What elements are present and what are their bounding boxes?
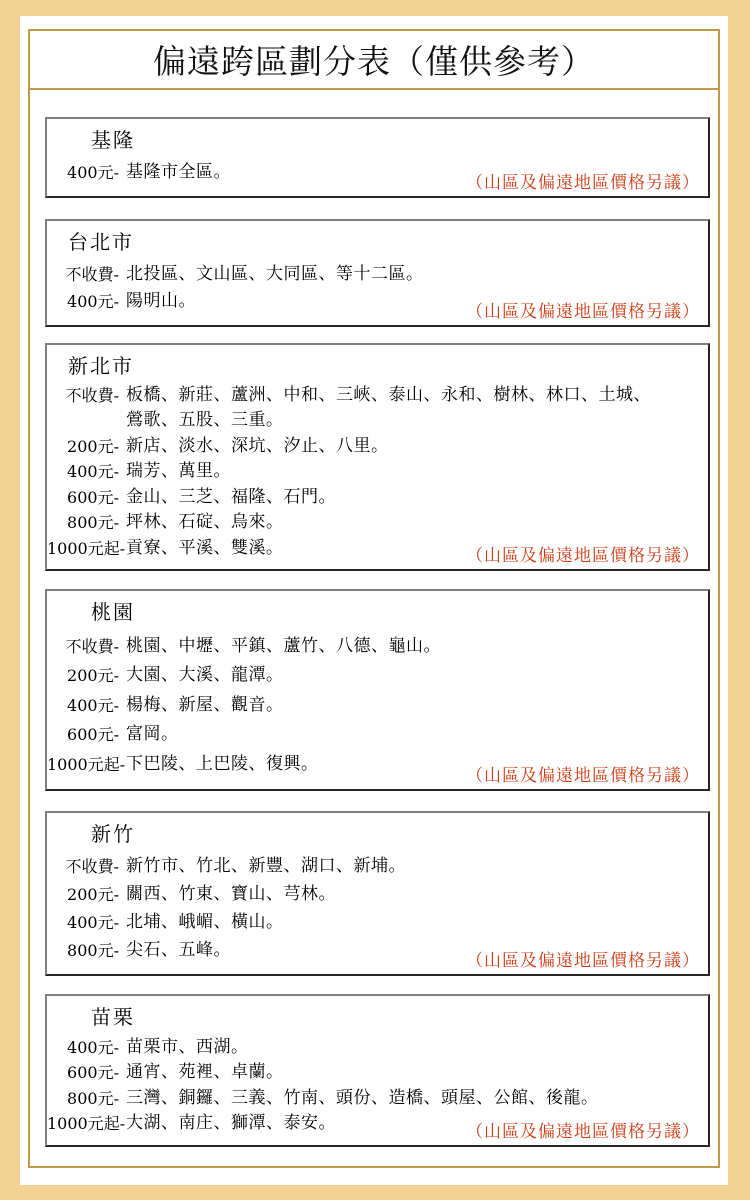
region-list: 金山、三芝、福隆、石門。 xyxy=(126,486,336,507)
remote-note: （山區及偏遠地區價格另議） xyxy=(466,766,700,786)
region-list: 關西、竹東、寶山、芎林。 xyxy=(126,884,336,904)
price-label: 400元- xyxy=(67,695,119,715)
price-label-col xyxy=(47,160,119,185)
price-label-col xyxy=(47,459,119,484)
sections xyxy=(30,117,718,1147)
region-section-box xyxy=(45,589,710,791)
region-list: 北埔、峨嵋、橫山。 xyxy=(126,912,284,932)
section-title: 桃園 xyxy=(91,600,135,624)
price-label-col xyxy=(47,1060,119,1085)
region-list: 瑞芳、萬里。 xyxy=(126,461,231,482)
remote-note: （山區及偏遠地區價格另議） xyxy=(466,1122,700,1142)
price-label-col xyxy=(47,383,119,408)
price-label: 不收費- xyxy=(65,857,119,876)
price-row xyxy=(47,1035,708,1060)
price-label: 不收費- xyxy=(65,264,119,284)
price-label-col xyxy=(47,663,119,688)
price-label: 600元- xyxy=(67,1063,119,1083)
price-label: 800元- xyxy=(67,513,119,533)
price-label: 600元- xyxy=(67,487,119,507)
price-label: 200元- xyxy=(67,885,119,904)
price-label-col xyxy=(47,289,119,314)
price-row xyxy=(47,459,708,484)
price-label-col xyxy=(47,634,119,659)
price-row xyxy=(47,510,708,535)
price-label: 不收費- xyxy=(65,636,119,656)
region-list: 貢寮、平溪、雙溪。 xyxy=(126,537,284,558)
price-row xyxy=(47,485,708,510)
price-label-col xyxy=(47,262,119,287)
region-section-box xyxy=(45,219,710,327)
price-label: 200元- xyxy=(67,666,119,685)
region-list: 坪林、石碇、烏來。 xyxy=(126,512,284,533)
section-title: 新竹 xyxy=(91,822,135,846)
price-row xyxy=(47,383,708,433)
region-list: 楊梅、新屋、觀音。 xyxy=(126,694,284,715)
region-section-box xyxy=(45,994,710,1147)
price-label-col xyxy=(47,910,119,935)
region-list: 桃園、中壢、平鎮、蘆竹、八德、龜山。 xyxy=(126,635,441,656)
region-list: 新竹市、竹北、新豐、湖口、新埔。 xyxy=(126,856,406,876)
region-list: 北投區、文山區、大同區、等十二區。 xyxy=(126,263,424,284)
price-label: 400元- xyxy=(67,462,119,482)
gold-frame xyxy=(28,29,720,1168)
region-list: 苗栗市、西湖。 xyxy=(126,1036,249,1057)
price-label-col xyxy=(47,854,119,879)
region-list: 尖石、五峰。 xyxy=(126,940,231,960)
price-label-col xyxy=(47,434,119,459)
region-list: 通宵、苑裡、卓蘭。 xyxy=(126,1062,284,1083)
price-label-col xyxy=(47,510,119,535)
price-label-col xyxy=(47,485,119,510)
price-row xyxy=(47,262,708,287)
price-row xyxy=(47,634,708,659)
price-row xyxy=(47,663,708,688)
region-section-box xyxy=(45,343,710,571)
price-label-col xyxy=(47,693,119,718)
price-label: 800元- xyxy=(67,941,119,960)
price-row xyxy=(47,882,708,907)
region-list: 大園、大溪、龍潭。 xyxy=(126,665,284,685)
price-label-col xyxy=(47,722,119,747)
price-row xyxy=(47,693,708,718)
price-label-col xyxy=(47,1035,119,1060)
region-list: 基隆市全區。 xyxy=(126,162,231,182)
region-list: 三灣、銅鑼、三義、竹南、頭份、造橋、頭屋、公館、後龍。 xyxy=(126,1087,599,1108)
title-bar xyxy=(30,31,718,90)
price-row xyxy=(47,910,708,935)
price-row xyxy=(47,434,708,459)
page-title: 偏遠跨區劃分表（僅供參考） xyxy=(153,43,595,80)
section-title: 台北市 xyxy=(68,230,134,254)
document-panel xyxy=(20,16,728,1185)
price-label: 400元- xyxy=(67,292,119,312)
region-list: 下巴陵、上巴陵、復興。 xyxy=(126,753,319,774)
price-row xyxy=(47,722,708,747)
price-label-col xyxy=(47,938,119,963)
region-section-box xyxy=(45,117,710,198)
remote-note: （山區及偏遠地區價格另議） xyxy=(466,173,700,193)
price-label: 400元- xyxy=(67,163,119,182)
price-label: 1000元起- xyxy=(47,1114,126,1134)
price-label-col xyxy=(47,536,126,561)
price-label: 不收費- xyxy=(65,386,119,406)
region-list: 大湖、南庄、獅潭、泰安。 xyxy=(126,1113,336,1134)
price-label: 600元- xyxy=(67,725,119,744)
price-label: 1000元起- xyxy=(47,538,126,558)
price-row xyxy=(47,854,708,879)
price-label: 400元- xyxy=(67,1037,119,1057)
region-list: 陽明山。 xyxy=(126,291,196,312)
price-row xyxy=(47,1086,708,1111)
region-list: 富岡。 xyxy=(126,724,179,744)
section-title: 基隆 xyxy=(91,128,135,152)
region-section-box xyxy=(45,811,710,976)
price-label: 800元- xyxy=(67,1088,119,1108)
region-list: 新店、淡水、深坑、汐止、八里。 xyxy=(126,435,389,456)
region-list: 板橋、新莊、蘆洲、中和、三峽、泰山、永和、樹林、林口、土城、鶯歌、五股、三重。 xyxy=(126,385,651,431)
price-label-col xyxy=(47,1086,119,1111)
price-label: 1000元起- xyxy=(47,754,126,774)
remote-note: （山區及偏遠地區價格另議） xyxy=(466,951,700,971)
section-title: 新北市 xyxy=(68,354,134,378)
price-label-col xyxy=(47,752,126,777)
price-label-col xyxy=(47,882,119,907)
price-label: 400元- xyxy=(67,913,119,932)
section-title: 苗栗 xyxy=(91,1005,135,1029)
price-label: 200元- xyxy=(67,436,119,456)
remote-note: （山區及偏遠地區價格另議） xyxy=(466,302,700,322)
price-label-col xyxy=(47,1111,126,1136)
price-row xyxy=(47,1060,708,1085)
remote-note: （山區及偏遠地區價格另議） xyxy=(466,546,700,566)
